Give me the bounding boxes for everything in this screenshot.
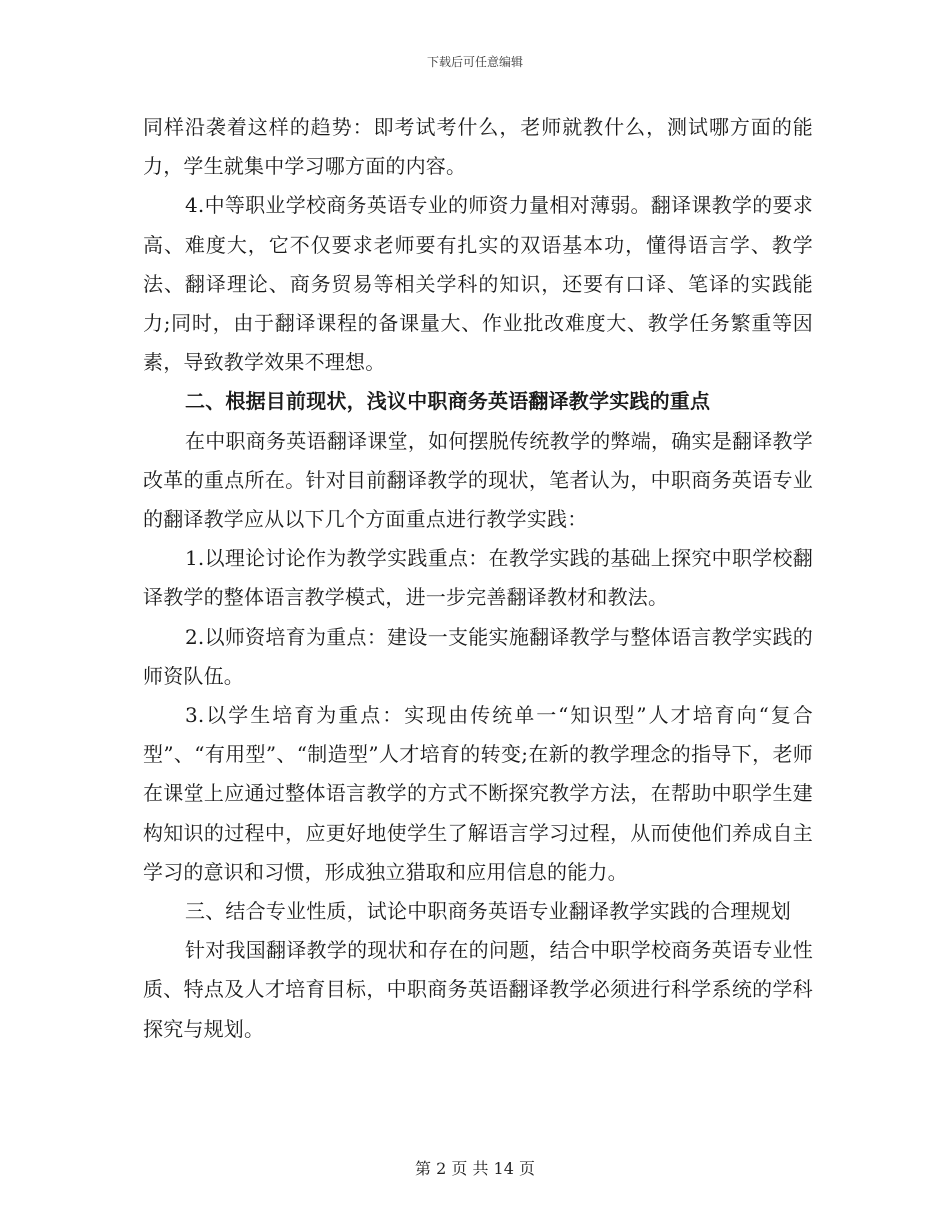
paragraph-item-2: 2.以师资培育为重点：建设一支能实施翻译教学与整体语言教学实践的师资队伍。	[143, 624, 813, 688]
page-number: 第 2 页 共 14 页	[415, 1159, 535, 1178]
paragraph-conclusion: 针对我国翻译教学的现状和存在的问题，结合中职学校商务英语专业性质、特点及人才培育目标，中职商务英语翻译教学必须进行科学系统的学科探究与规划。	[143, 938, 813, 1041]
paragraph-item-4: 4.中等职业学校商务英语专业的师资力量相对薄弱。翻译课教学的要求高、难度大，它不仅要求老师要有扎实的双语基本功，懂得语言学、教学法、翻译理论、商务贸易等相关学科的知识，还要有口译、笔译的实践能力;同时，由于翻译课程的备课量大、作业批改难度大、教学任务繁重等因素，导致教学效果不理想。	[143, 193, 813, 375]
section-heading-2: 二、根据目前现状，浅议中职商务英语翻译教学实践的重点	[185, 389, 711, 414]
paragraph-intro: 在中职商务英语翻译课堂，如何摆脱传统教学的弊端，确实是翻译教学改革的重点所在。针对目前翻译教学的现状，笔者认为，中职商务英语专业的翻译教学应从以下几个方面重点进行教学实践：	[143, 428, 813, 532]
section-heading-3: 三、结合专业性质，试论中职商务英语专业翻译教学实践的合理规划	[185, 899, 791, 924]
document-body	[143, 108, 813, 1049]
paragraph-continuation: 同样沿袭着这样的趋势：即考试考什么，老师就教什么，测试哪方面的能力，学生就集中学习哪方面的内容。	[143, 115, 813, 179]
header-note: 下载后可任意编辑	[426, 55, 523, 69]
paragraph-item-3: 3.以学生培育为重点：实现由传统单一“知识型”人才培育向“复合型”、“有用型”、“制造型”人才培育的转变;在新的教学理念的指导下，老师在课堂上应通过整体语言教学的方式不断探究教学方法，在帮助中职学生建构知识的过程中，应更好地使学生了解语言学习过程，从而使他们养成自主学习的意识和习惯，形成独立猎取和应用信息的能力。	[143, 703, 813, 884]
paragraph-item-1: 1.以理论讨论作为教学实践重点：在教学实践的基础上探究中职学校翻译教学的整体语言教学模式，进一步完善翻译教材和教法。	[143, 546, 813, 610]
